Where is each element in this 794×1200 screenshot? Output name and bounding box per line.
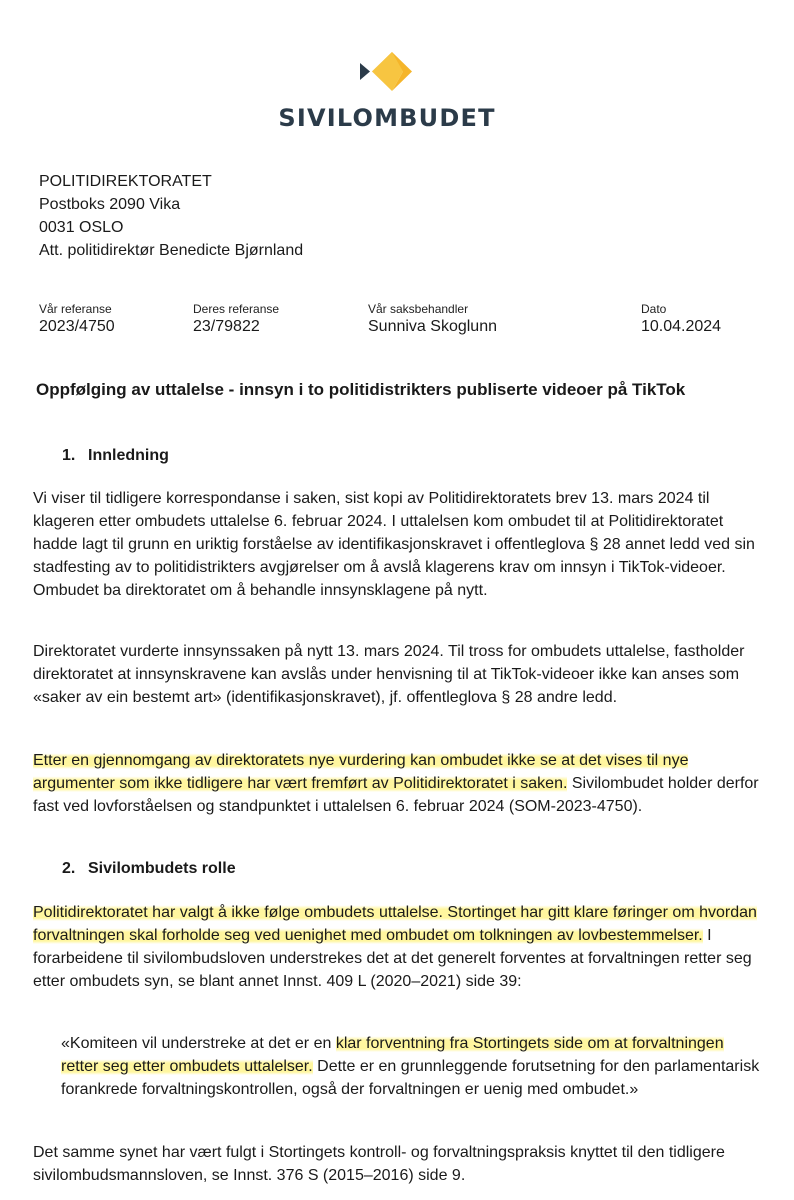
paragraph-4 [33,901,769,993]
paragraph-3 [33,749,769,818]
letter-title: Oppfølging av uttalelse - innsyn i to politidistrikters publiserte videoer på TikTok [36,380,686,399]
paragraph-1: Vi viser til tidligere korrespondanse i saken, sist kopi av Politidirektoratets brev 13. mars 2024 til klageren etter ombudets uttalelse 6. februar 2024. I uttalelsen kom ombudet til at Politidirektoratet hadde lagt til grunn en uriktig forståelse av identifikasjonskravet i offentleglova § 28 annet ledd ved sin stadfesting av to politidistrikters avgjørelser om å avslå klagerens krav om innsyn i TikTok-videoer. Ombudet ba direktoratet om å behandle innsynsklagene på nytt. [33,490,755,599]
sivilombudet-logo-icon [360,50,412,94]
case-handler-label: Vår saksbehandler [368,302,469,316]
quote-text: «Komiteen vil understreke at det er en [61,1035,336,1052]
highlighted-text: klar forventning fra Stortingets side om at forvaltningen retter seg etter ombudets uttalelser. [61,1035,724,1075]
section-title: Innledning [88,447,169,464]
date-label: Dato [641,302,667,316]
your-reference: 23/79822 [193,318,260,335]
section-title: Sivilombudets rolle [88,860,236,877]
case-handler: Sunniva Skoglunn [368,318,497,335]
paragraph-5: Det samme synet har vært fulgt i Stortingets kontroll- og forvaltningspraksis knyttet til den tidligere sivilombudsmannsloven, se Innst. 376 S (2015–2016) side 9. [33,1144,725,1184]
our-reference: 2023/4750 [39,318,115,335]
logo-wordmark: SIVILOMBUDET [278,104,496,132]
address-line: Att. politidirektør Benedicte Bjørnland [39,242,304,259]
letter-date: 10.04.2024 [641,318,722,335]
block-quote [61,1032,761,1101]
our-reference-label: Vår referanse [39,302,112,316]
paragraph-text: Sivilombudet holder derfor fast ved lovforståelsen og standpunktet i uttalelsen 6. februar 2024 (SOM-2023-4750). [33,775,759,815]
address-line: POLITIDIREKTORATET [39,173,212,190]
highlighted-text: Etter en gjennomgang av direktoratets nye vurdering kan ombudet ikke se at det vises til nye argumenter som ikke tidligere har vært fremført av Politidirektoratet i saken. [33,752,689,792]
quote-text: Dette er en grunnleggende forutsetning for den parlamentarisk forankrede forvaltningskontrollen, også der forvaltningen er uenig med ombudet.» [61,1058,760,1098]
paragraph-2: Direktoratet vurderte innsynssaken på nytt 13. mars 2024. Til tross for ombudets uttalelse, fastholder direktoratet at innsynskravene kan avslås under henvisning til at TikTok-videoer ikke kan anses som «saker av ein bestemt art» (identifikasjonskravet), jf. offentleglova § 28 andre ledd. [33,643,745,706]
paragraph-text: I forarbeidene til sivilombudsloven understrekes det at det generelt forventes at forvaltningen retter seg etter ombudets syn, se blant annet Innst. 409 L (2020–2021) side 39: [33,927,752,990]
your-reference-label: Deres referanse [193,302,280,316]
section-heading-rolle [62,860,236,878]
address-line: Postboks 2090 Vika [39,196,181,213]
recipient-address [39,170,303,262]
address-line: 0031 OSLO [39,219,124,236]
section-number: 2. [62,860,76,877]
section-heading-innledning [62,447,169,465]
highlighted-text: Politidirektoratet har valgt å ikke følge ombudets uttalelse. Stortinget har gitt klare føringer om hvordan forvaltningen skal forholde seg ved uenighet med ombudet om tolkningen av lovbestemmelser. [33,904,757,944]
section-number: 1. [62,447,76,464]
